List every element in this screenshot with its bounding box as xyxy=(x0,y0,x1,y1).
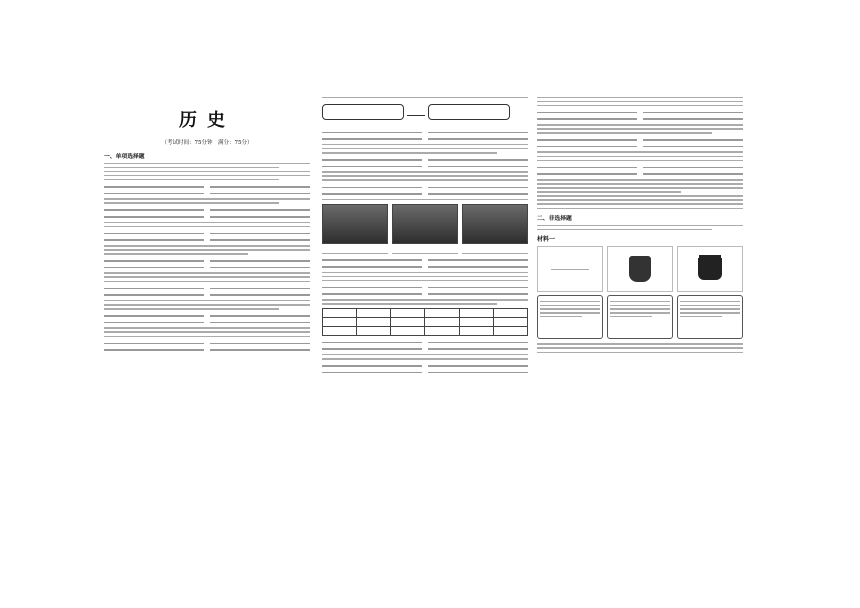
question-block xyxy=(322,199,528,268)
question-block xyxy=(104,222,310,241)
question-block xyxy=(104,300,310,323)
column-3 xyxy=(537,94,743,584)
artifact-images xyxy=(537,246,743,292)
historical-photo xyxy=(392,204,458,244)
exam-meta: （考试时间：75分钟 满分：75分） xyxy=(161,140,253,146)
section-2-heading: 二、非选择题 xyxy=(537,216,572,223)
caption-box xyxy=(677,295,743,339)
question-block xyxy=(104,245,310,268)
material-1-heading: 材料一 xyxy=(537,236,556,244)
question-block xyxy=(322,97,528,140)
question-block xyxy=(537,97,743,120)
question-block xyxy=(537,124,743,147)
data-table xyxy=(322,308,528,336)
question-block xyxy=(537,343,743,353)
historical-photo xyxy=(322,204,388,244)
question-block xyxy=(104,327,310,350)
question-block xyxy=(322,354,528,373)
caption-box xyxy=(537,295,603,339)
exam-sheet xyxy=(104,94,752,584)
column-1 xyxy=(104,94,310,584)
timeline-figure xyxy=(322,101,528,127)
photo-strip xyxy=(322,204,528,244)
question-block xyxy=(104,272,310,295)
question-block xyxy=(104,198,310,217)
question-block xyxy=(537,151,743,174)
question-block xyxy=(322,272,528,295)
question-block xyxy=(322,299,528,350)
column-2 xyxy=(322,94,528,584)
question-block xyxy=(104,171,310,194)
subject-title: 历史 xyxy=(179,110,235,131)
artifact-image xyxy=(607,246,673,292)
question-block xyxy=(537,179,743,209)
section-1-heading: 一、单项选择题 xyxy=(104,154,145,160)
artifact-captions xyxy=(537,295,743,339)
question-block xyxy=(322,144,528,167)
caption-box xyxy=(607,295,673,339)
question-block xyxy=(322,171,528,194)
historical-photo xyxy=(462,204,528,244)
artifact-image xyxy=(537,246,603,292)
instructions-line xyxy=(104,167,279,169)
instructions-line xyxy=(104,163,310,165)
artifact-image xyxy=(677,246,743,292)
